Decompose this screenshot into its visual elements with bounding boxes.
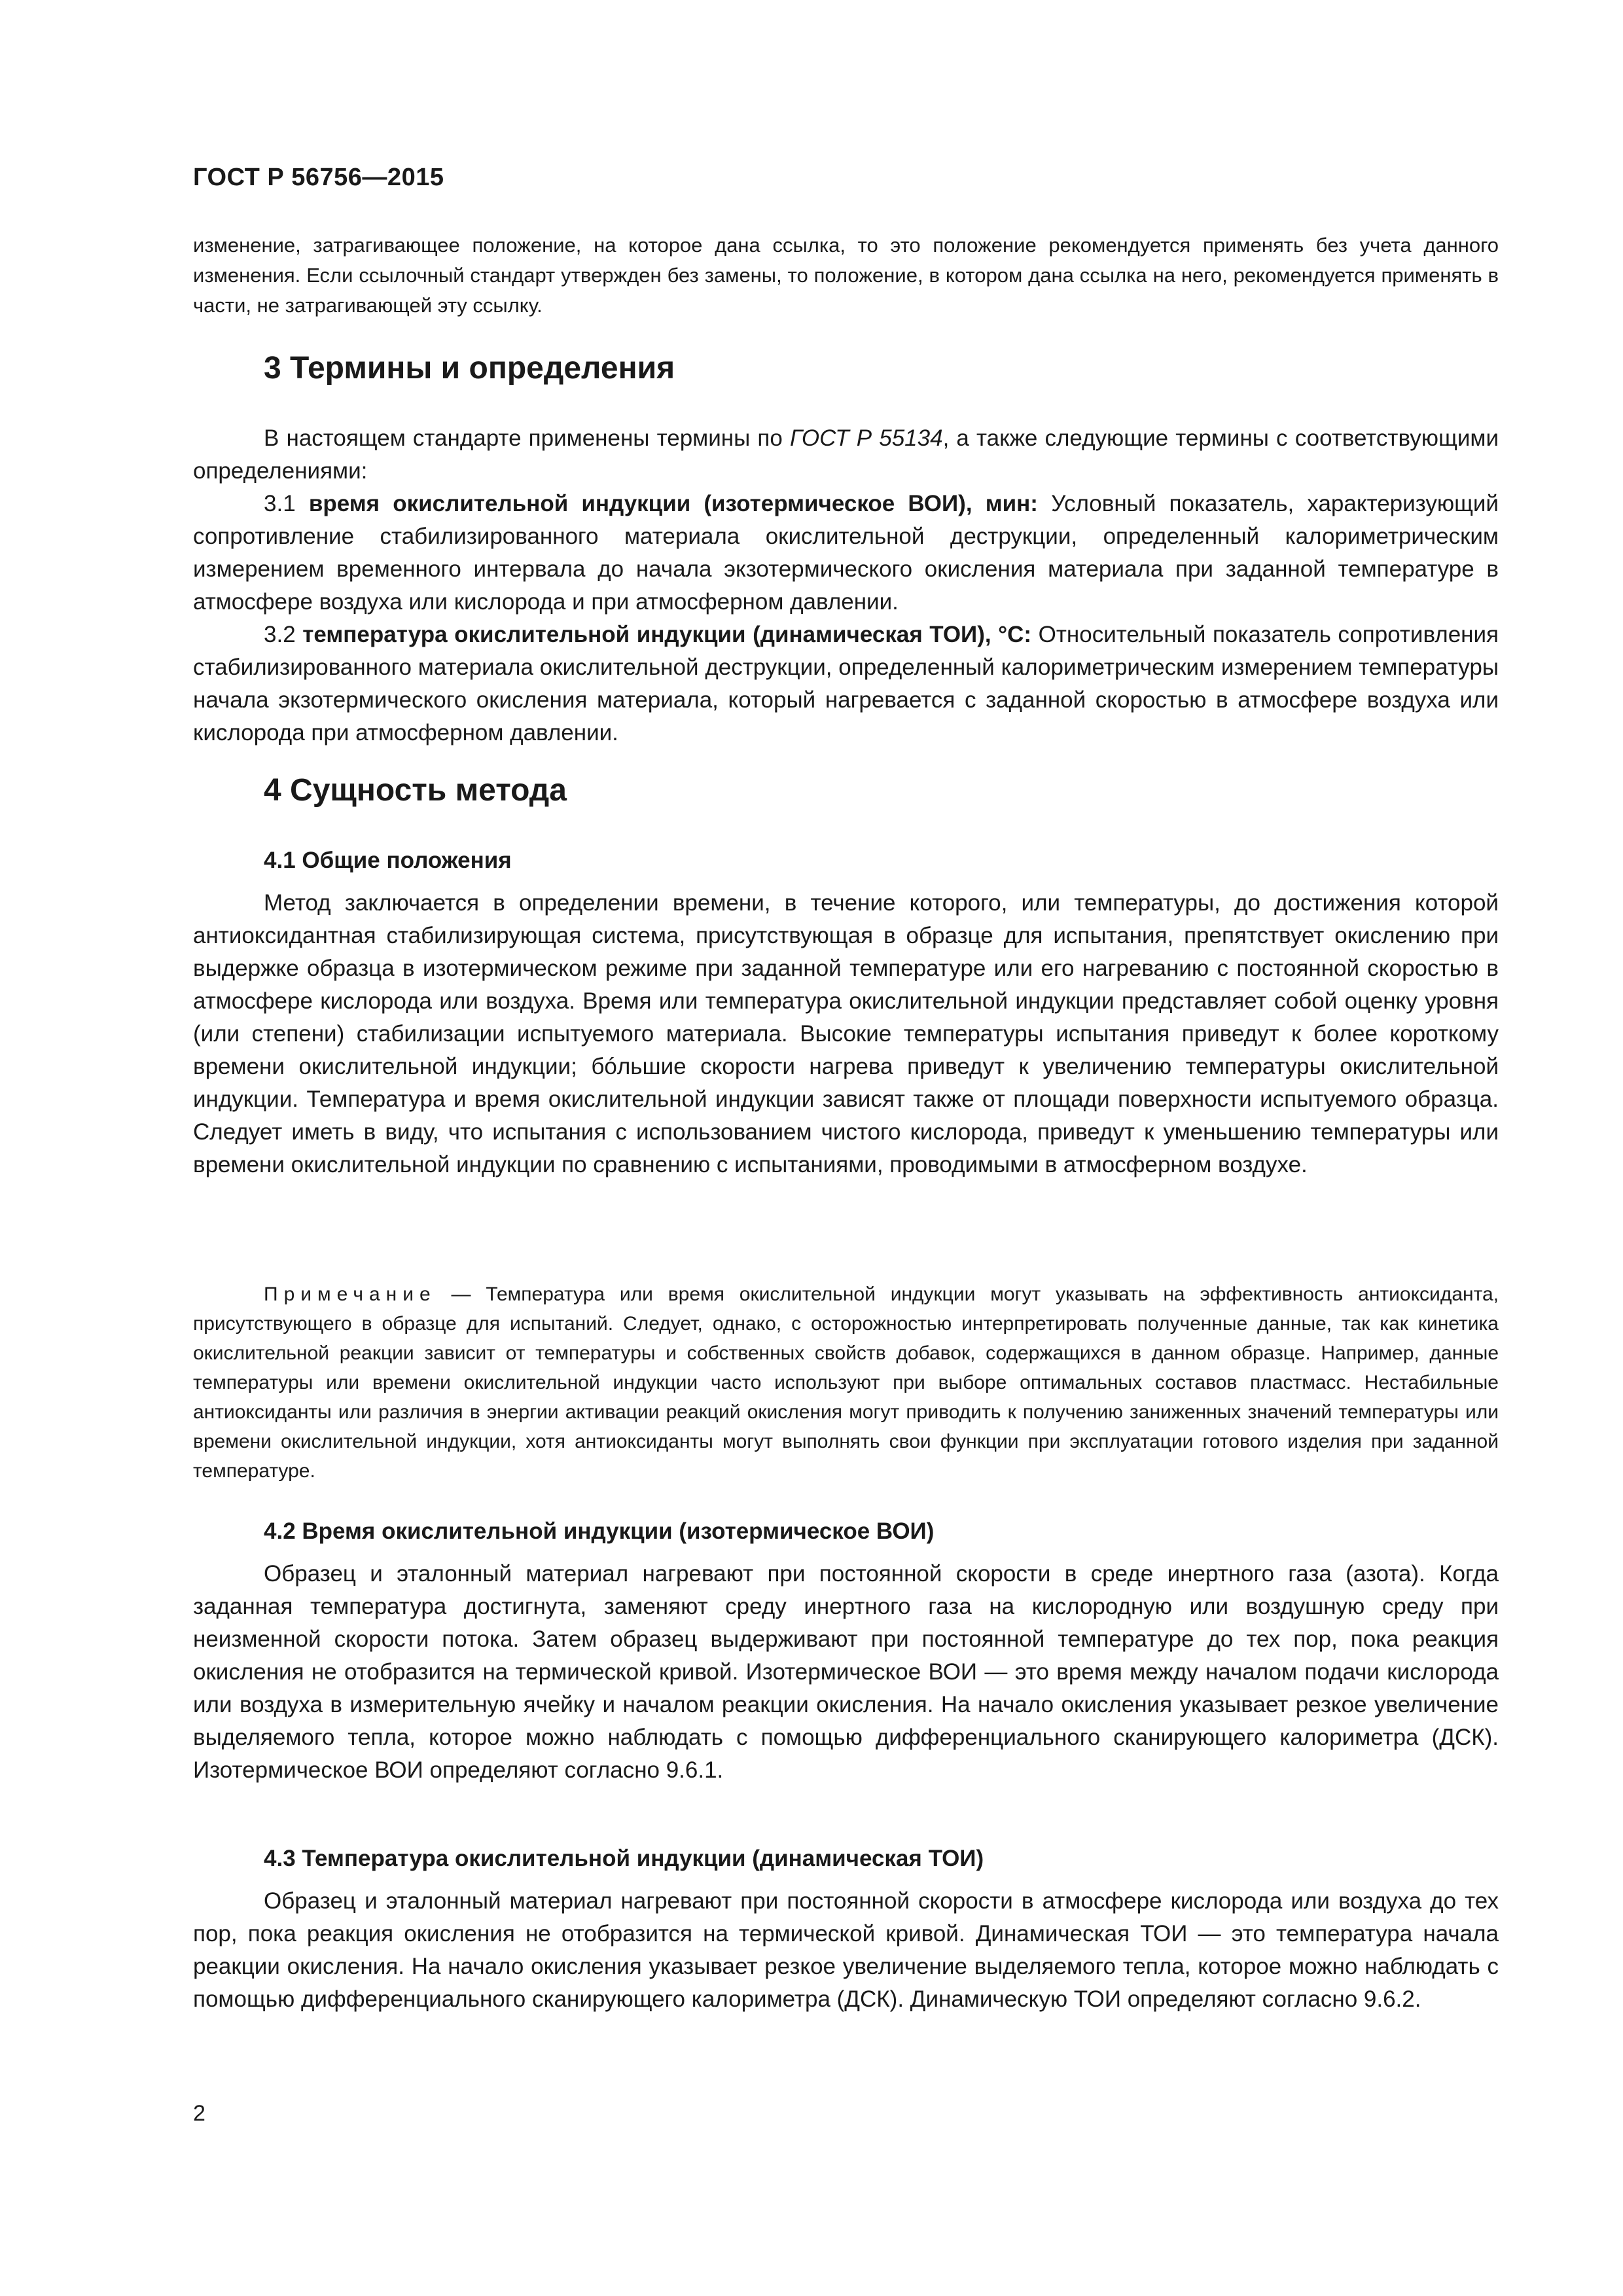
subsection-4-2-text: Образец и эталонный материал нагревают при постоянной скорости в среде инертного газа (азота). Когда заданная температура достигнута, заменяют среду инертного газа на кислородную или воздушную среду при неизменной скорости потока. Затем образец выдерживают при постоянной температуре до тех пор, пока реакция окисления не отобразится на термической кривой. Изотермическое ВОИ — это время между началом подачи кислорода или воздуха в измерительную ячейку и началом реакции окисления. На начало окисления указывает резкое увеличение выделяемого тепла, которое можно наблюдать с помощью дифференциального сканирующего калориметра (ДСК). Изотермическое ВОИ определяют согласно 9.6.1. (193, 1561, 1499, 1783)
note-text: — Температура или время окислительной индукции могут указывать на эффективность антиоксиданта, присутствующего в образце для испытаний. Следует, однако, с осторожностью интерпретировать полученные данные, так как кинетика окислительной реакции зависит от температуры и собственных свойств добавок, содержащихся в данном образце. Например, данные температуры или времени окислительной индукции часто используют при выборе оптимальных составов пластмасс. Нестабильные антиоксиданты или различия в энергии активации реакций окисления могут приводить к получению заниженных значений температуры или времени окислительной индукции, хотя антиоксиданты могут выполнять свои функции при эксплуатации готового изделия при заданной температуре. (193, 1283, 1499, 1482)
term-3-1-name: время окислительной индукции (изотермическое ВОИ), мин: (308, 491, 1038, 516)
term-3-1: 3.1 время окислительной индукции (изотермическое ВОИ), мин: Условный показатель, характеризующий сопротивление стабилизированного материала окислительной деструкции, определенный калориметрическим измерением временного интервала до начала экзотермического окисления материала при заданной температуре в атмосфере воздуха или кислорода и при атмосферном давлении. (193, 491, 1499, 615)
note-paragraph (193, 1280, 1499, 1486)
reference-gost-55134: ГОСТ Р 55134 (790, 425, 943, 451)
subsection-4-3-text: Образец и эталонный материал нагревают при постоянной скорости в атмосфере кислорода или воздуха до тех пор, пока реакция окисления не отобразится на термической кривой. Динамическая ТОИ — это температура начала реакции окисления. На начало окисления указывает резкое увеличение выделяемого тепла, которое можно наблюдать с помощью дифференциального сканирующего калориметра (ДСК). Динамическую ТОИ определяют согласно 9.6.2. (193, 1888, 1499, 2012)
section-3-intro: В настоящем стандарте применены термины по ГОСТ Р 55134, а также следующие термины с соответствующими определениями: (193, 425, 1499, 484)
section-4-heading: 4 Сущность метода (264, 773, 567, 808)
subsection-4-3-heading: 4.3 Температура окислительной индукции (динамическая ТОИ) (264, 1846, 984, 1871)
document-header: ГОСТ Р 56756—2015 (193, 164, 444, 191)
subsection-4-1-heading: 4.1 Общие положения (264, 848, 512, 873)
subsection-4-2-heading: 4.2 Время окислительной индукции (изотермическое ВОИ) (264, 1518, 935, 1544)
term-3-2-definition: Относительный показатель сопротивления стабилизированного материала окислительной деструкции, определенный калориметрическим измерением температуры начала экзотермического окисления материала, который нагревается с заданной скоростью в атмосфере воздуха или кислорода при атмосферном давлении. (193, 622, 1499, 745)
page-number: 2 (193, 2101, 205, 2126)
section-3-heading: 3 Термины и определения (264, 351, 675, 386)
note-label: Примечание (264, 1283, 437, 1305)
term-3-2: 3.2 температура окислительной индукции (динамическая ТОИ), °С: Относительный показатель сопротивления стабилизированного материала окислительной деструкции, определенный калориметрическим измерением температуры начала экзотермического окисления материала, который нагревается с заданной скоростью в атмосфере воздуха или кислорода при атмосферном давлении. (193, 622, 1499, 745)
intro-paragraph: изменение, затрагивающее положение, на которое дана ссылка, то это положение рекомендуется применять без учета данного изменения. Если ссылочный стандарт утвержден без замены, то положение, в котором дана ссылка на него, рекомендуется применять в части, не затрагивающей эту ссылку. (193, 234, 1499, 317)
term-3-2-name: температура окислительной индукции (динамическая ТОИ), °С: (302, 622, 1032, 647)
term-3-1-definition: Условный показатель, характеризующий сопротивление стабилизированного материала окислительной деструкции, определенный калориметрическим измерением временного интервала до начала экзотермического окисления материала при заданной температуре в атмосфере воздуха или кислорода и при атмосферном давлении. (193, 491, 1499, 615)
subsection-4-1-text: Метод заключается в определении времени, в течение которого, или температуры, до достижения которой антиоксидантная стабилизирующая система, присутствующая в образце для испытания, препятствует окислению при выдержке образца в изотермическом режиме при заданной температуре или его нагреванию с постоянной скоростью в атмосфере кислорода или воздуха. Время или температура окислительной индукции представляет собой оценку уровня (или степени) стабилизации испытуемого материала. Высокие температуры испытания приведут к более короткому времени окислительной индукции; бóльшие скорости нагрева приведут к увеличению температуры окислительной индукции. Температура и время окислительной индукции зависят также от площади поверхности испытуемого образца. Следует иметь в виду, что испытания с использованием чистого кислорода, приведут к уменьшению температуры или времени окислительной индукции по сравнению с испытаниями, проводимыми в атмосферном воздухе. (193, 890, 1499, 1177)
